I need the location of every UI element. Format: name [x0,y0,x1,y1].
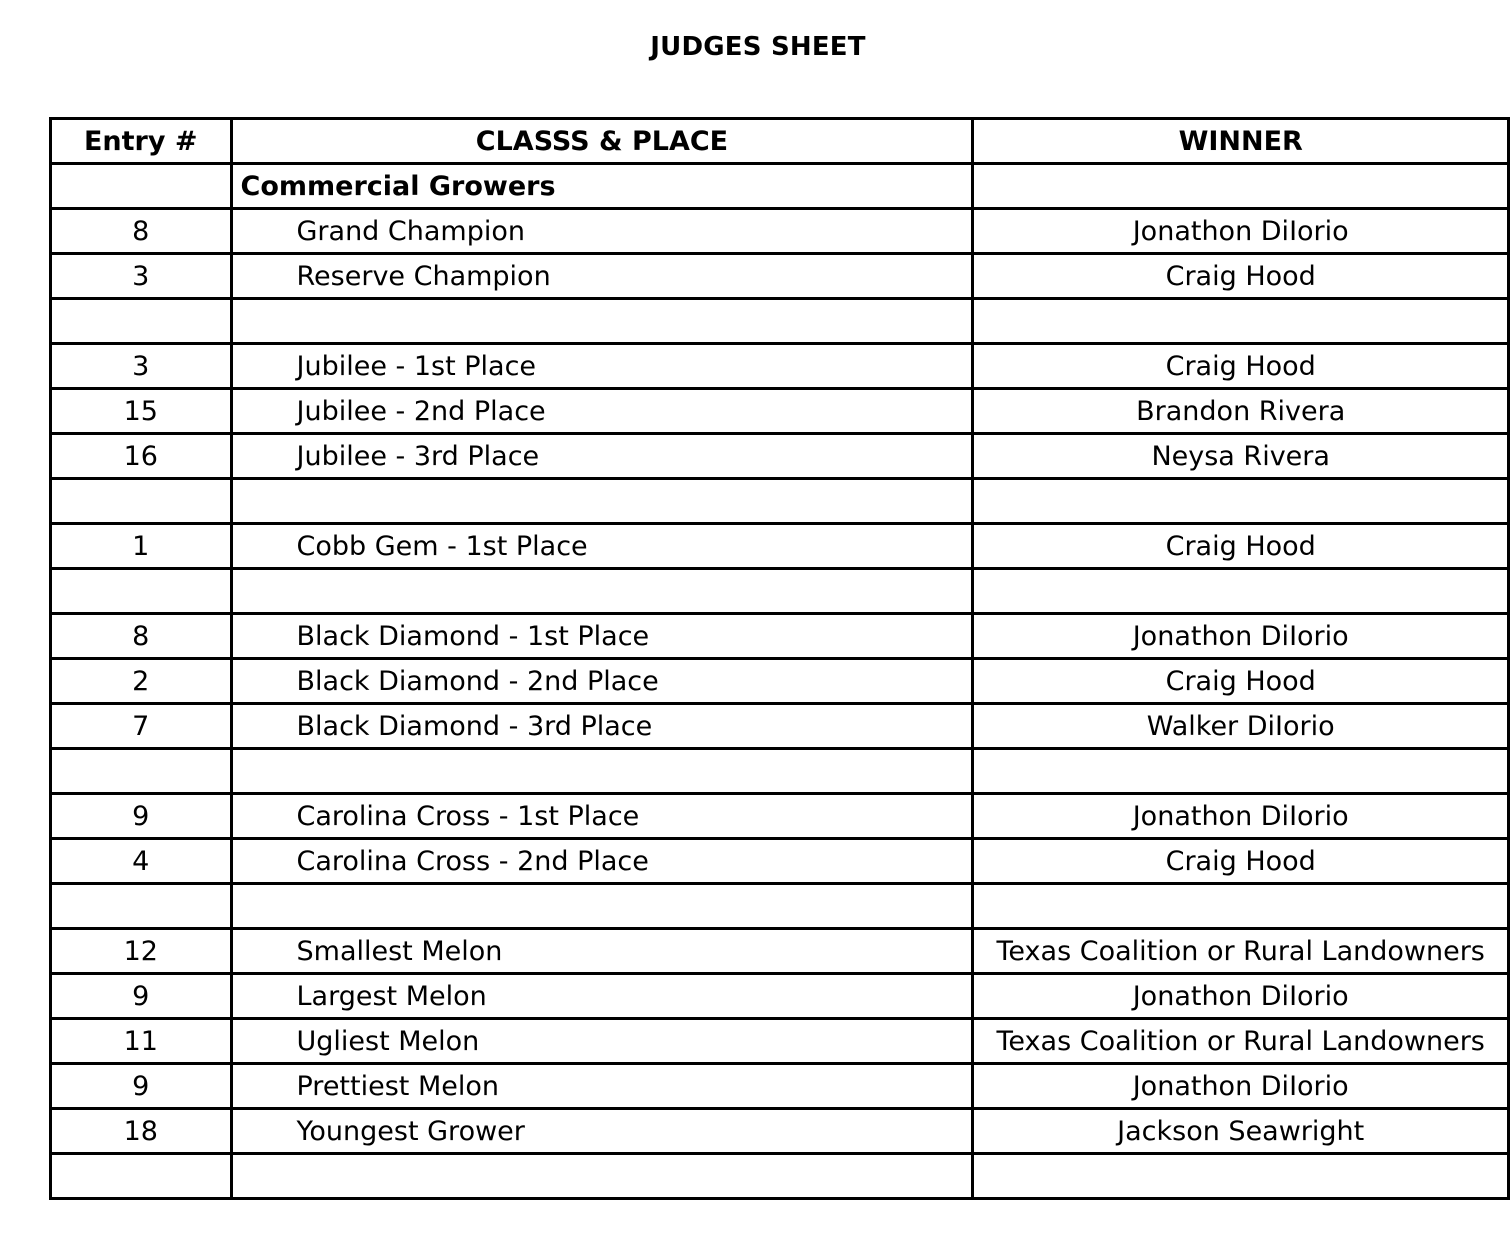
section-row [51,164,1509,209]
class-place-cell: Grand Champion [231,209,973,254]
table-row [51,614,1509,659]
class-place-cell [231,479,973,524]
entry-cell: 3 [51,254,232,299]
class-place-cell: Jubilee - 1st Place [231,344,973,389]
entry-cell: 9 [51,794,232,839]
table-row [51,1064,1509,1109]
table-row [51,254,1509,299]
entry-cell: 11 [51,1019,232,1064]
winner-cell: Jackson Seawright [973,1109,1509,1154]
entry-cell: 18 [51,1109,232,1154]
page-title: JUDGES SHEET [650,32,866,62]
header-row [51,119,1509,164]
table-row [51,794,1509,839]
judges-table [49,117,1510,1200]
entry-cell: 8 [51,614,232,659]
table-row [51,974,1509,1019]
entry-cell: 4 [51,839,232,884]
table-row [51,749,1509,794]
empty-cell [51,1154,232,1199]
empty-cell [231,1154,973,1199]
winner-cell: Craig Hood [973,254,1509,299]
class-place-cell: Reserve Champion [231,254,973,299]
winner-cell [973,749,1509,794]
winner-cell [973,569,1509,614]
table-row [51,389,1509,434]
class-place-cell: Black Diamond - 3rd Place [231,704,973,749]
entry-cell: 1 [51,524,232,569]
entry-cell: 7 [51,704,232,749]
class-place-cell: Smallest Melon [231,929,973,974]
winner-cell: Craig Hood [973,524,1509,569]
header-class-place: CLASSS & PLACE [231,119,973,164]
entry-cell [51,569,232,614]
class-place-cell: Largest Melon [231,974,973,1019]
class-place-cell: Jubilee - 2nd Place [231,389,973,434]
winner-cell: Craig Hood [973,344,1509,389]
winner-cell [973,884,1509,929]
table-row [51,569,1509,614]
table-row [51,1019,1509,1064]
table-row [51,299,1509,344]
entry-cell: 3 [51,344,232,389]
table-row [51,479,1509,524]
table-row [51,434,1509,479]
entry-cell [51,749,232,794]
class-place-cell: Black Diamond - 2nd Place [231,659,973,704]
entry-cell: 9 [51,974,232,1019]
winner-cell: Jonathon DiIorio [973,614,1509,659]
table-row [51,209,1509,254]
class-place-cell [231,569,973,614]
winner-cell: Jonathon DiIorio [973,794,1509,839]
entry-cell: 8 [51,209,232,254]
table-row [51,344,1509,389]
entry-cell: 16 [51,434,232,479]
entry-cell: 9 [51,1064,232,1109]
section-entry-cell [51,164,232,209]
winner-cell: Walker DiIorio [973,704,1509,749]
entry-cell [51,479,232,524]
winner-cell: Jonathon DiIorio [973,1064,1509,1109]
winner-cell: Craig Hood [973,839,1509,884]
section-winner-cell [973,164,1509,209]
class-place-cell: Ugliest Melon [231,1019,973,1064]
class-place-cell: Carolina Cross - 2nd Place [231,839,973,884]
table-row-partial [51,1154,1509,1199]
winner-cell: Jonathon DiIorio [973,209,1509,254]
table-row [51,659,1509,704]
winner-cell [973,479,1509,524]
class-place-cell: Cobb Gem - 1st Place [231,524,973,569]
winner-cell: Texas Coalition or Rural Landowners [973,929,1509,974]
class-place-cell [231,749,973,794]
entry-cell: 15 [51,389,232,434]
entry-cell [51,884,232,929]
class-place-cell [231,884,973,929]
winner-cell [973,299,1509,344]
class-place-cell: Jubilee - 3rd Place [231,434,973,479]
class-place-cell: Carolina Cross - 1st Place [231,794,973,839]
class-place-cell: Prettiest Melon [231,1064,973,1109]
winner-cell: Craig Hood [973,659,1509,704]
entry-cell: 2 [51,659,232,704]
header-entry: Entry # [51,119,232,164]
table-row [51,524,1509,569]
header-winner: WINNER [973,119,1509,164]
class-place-cell: Black Diamond - 1st Place [231,614,973,659]
winner-cell: Texas Coalition or Rural Landowners [973,1019,1509,1064]
table-row [51,884,1509,929]
table-row [51,1109,1509,1154]
class-place-cell: Youngest Grower [231,1109,973,1154]
entry-cell [51,299,232,344]
winner-cell: Brandon Rivera [973,389,1509,434]
section-title: Commercial Growers [231,164,973,209]
empty-cell [973,1154,1509,1199]
class-place-cell [231,299,973,344]
table-row [51,704,1509,749]
winner-cell: Jonathon DiIorio [973,974,1509,1019]
table-row [51,929,1509,974]
table-row [51,839,1509,884]
winner-cell: Neysa Rivera [973,434,1509,479]
entry-cell: 12 [51,929,232,974]
